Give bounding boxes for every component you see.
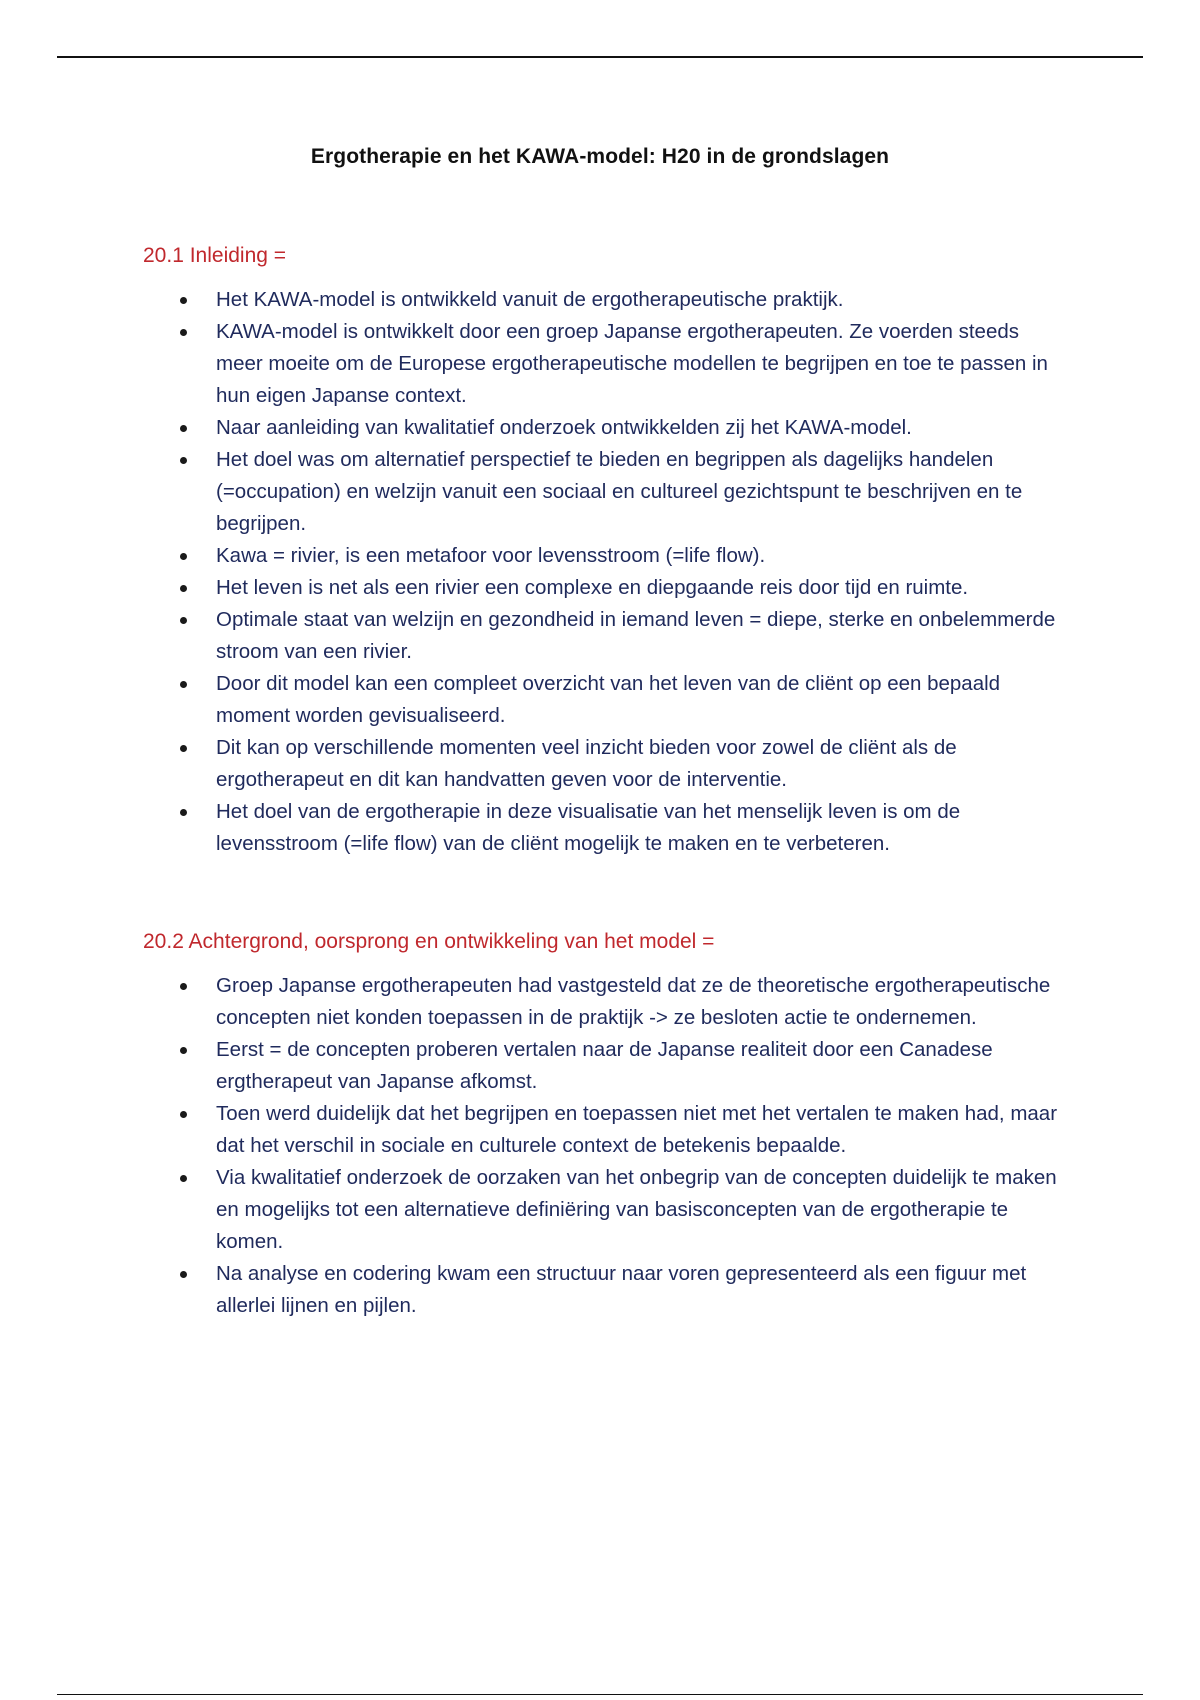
list-item bbox=[143, 412, 1063, 444]
list-item bbox=[143, 1162, 1063, 1258]
list-item-text: Optimale staat van welzijn en gezondheid in iemand leven = diepe, sterke en onbelemmerde stroom van een rivier. bbox=[216, 608, 1056, 663]
bullet-icon bbox=[180, 681, 187, 688]
bullet-icon bbox=[180, 425, 187, 432]
list-item-text: Het leven is net als een rivier een complexe en diepgaande reis door tijd en ruimte. bbox=[216, 576, 969, 599]
list-item bbox=[143, 1098, 1063, 1162]
list-item bbox=[143, 668, 1063, 732]
section-inleiding bbox=[143, 241, 1063, 860]
list-item-text: Via kwalitatief onderzoek de oorzaken van het onbegrip van de concepten duidelijk te maken en mogelijks tot een alternatieve definiëring van basisconcepten van de ergotherapie te komen. bbox=[216, 1166, 1057, 1253]
list-item bbox=[143, 604, 1063, 668]
bullet-list bbox=[143, 284, 1063, 860]
list-item bbox=[143, 444, 1063, 540]
list-item bbox=[143, 970, 1063, 1034]
bullet-icon bbox=[180, 745, 187, 752]
list-item-text: Door dit model kan een compleet overzicht van het leven van de cliënt op een bepaald moment worden gevisualiseerd. bbox=[216, 672, 1001, 727]
list-item bbox=[143, 1034, 1063, 1098]
list-item bbox=[143, 572, 1063, 604]
list-item-text: Groep Japanse ergotherapeuten had vastgesteld dat ze de theoretische ergotherapeutische concepten niet konden toepassen in de praktijk -> ze besloten actie te ondernemen. bbox=[216, 974, 1051, 1029]
bullet-icon bbox=[180, 1047, 187, 1054]
bullet-icon bbox=[180, 809, 187, 816]
list-item bbox=[143, 284, 1063, 316]
bullet-icon bbox=[180, 1111, 187, 1118]
list-item-text: Het doel was om alternatief perspectief te bieden en begrippen als dagelijks handelen (=occupation) en welzijn vanuit een sociaal en cultureel gezichtspunt te beschrijven en te begrijpen. bbox=[216, 448, 1023, 535]
list-item bbox=[143, 796, 1063, 860]
bullet-icon bbox=[180, 329, 187, 336]
bullet-icon bbox=[180, 457, 187, 464]
list-item bbox=[143, 732, 1063, 796]
list-item bbox=[143, 540, 1063, 572]
section-achtergrond bbox=[143, 927, 1063, 1322]
list-item-text: Kawa = rivier, is een metafoor voor levensstroom (=life flow). bbox=[216, 544, 766, 567]
bullet-icon bbox=[180, 1271, 187, 1278]
section-heading: 20.2 Achtergrond, oorsprong en ontwikkeling van het model = bbox=[143, 930, 715, 953]
bullet-icon bbox=[180, 1175, 187, 1182]
document-title: Ergotherapie en het KAWA-model: H20 in de grondslagen bbox=[310, 145, 890, 168]
list-item-text: Toen werd duidelijk dat het begrijpen en toepassen niet met het vertalen te maken had, maar dat het verschil in sociale en culturele context de betekenis bepaalde. bbox=[216, 1102, 1058, 1157]
list-item-text: Het doel van de ergotherapie in deze visualisatie van het menselijk leven is om de levensstroom (=life flow) van de cliënt mogelijk te maken en te verbeteren. bbox=[216, 800, 961, 855]
list-item-text: Na analyse en codering kwam een structuur naar voren gepresenteerd als een figuur met allerlei lijnen en pijlen. bbox=[216, 1262, 1027, 1317]
header-rule bbox=[57, 56, 1143, 58]
bullet-icon bbox=[180, 585, 187, 592]
bullet-icon bbox=[180, 553, 187, 560]
bullet-icon bbox=[180, 983, 187, 990]
bullet-list bbox=[143, 970, 1063, 1322]
list-item-text: Dit kan op verschillende momenten veel inzicht bieden voor zowel de cliënt als de ergotherapeut en dit kan handvatten geven voor de interventie. bbox=[216, 736, 957, 791]
list-item-text: Naar aanleiding van kwalitatief onderzoek ontwikkelden zij het KAWA-model. bbox=[216, 416, 912, 439]
list-item-text: Het KAWA-model is ontwikkeld vanuit de ergotherapeutische praktijk. bbox=[216, 288, 844, 311]
list-item-text: Eerst = de concepten proberen vertalen naar de Japanse realiteit door een Canadese ergtherapeut van Japanse afkomst. bbox=[216, 1038, 993, 1093]
list-item bbox=[143, 316, 1063, 412]
list-item-text: KAWA-model is ontwikkelt door een groep Japanse ergotherapeuten. Ze voerden steeds meer moeite om de Europese ergotherapeutische modellen te begrijpen en toe te passen in hun eigen Japanse context. bbox=[216, 320, 1048, 407]
section-heading: 20.1 Inleiding = bbox=[143, 244, 287, 267]
bullet-icon bbox=[180, 617, 187, 624]
list-item bbox=[143, 1258, 1063, 1322]
footer-rule bbox=[57, 1694, 1143, 1695]
bullet-icon bbox=[180, 297, 187, 304]
